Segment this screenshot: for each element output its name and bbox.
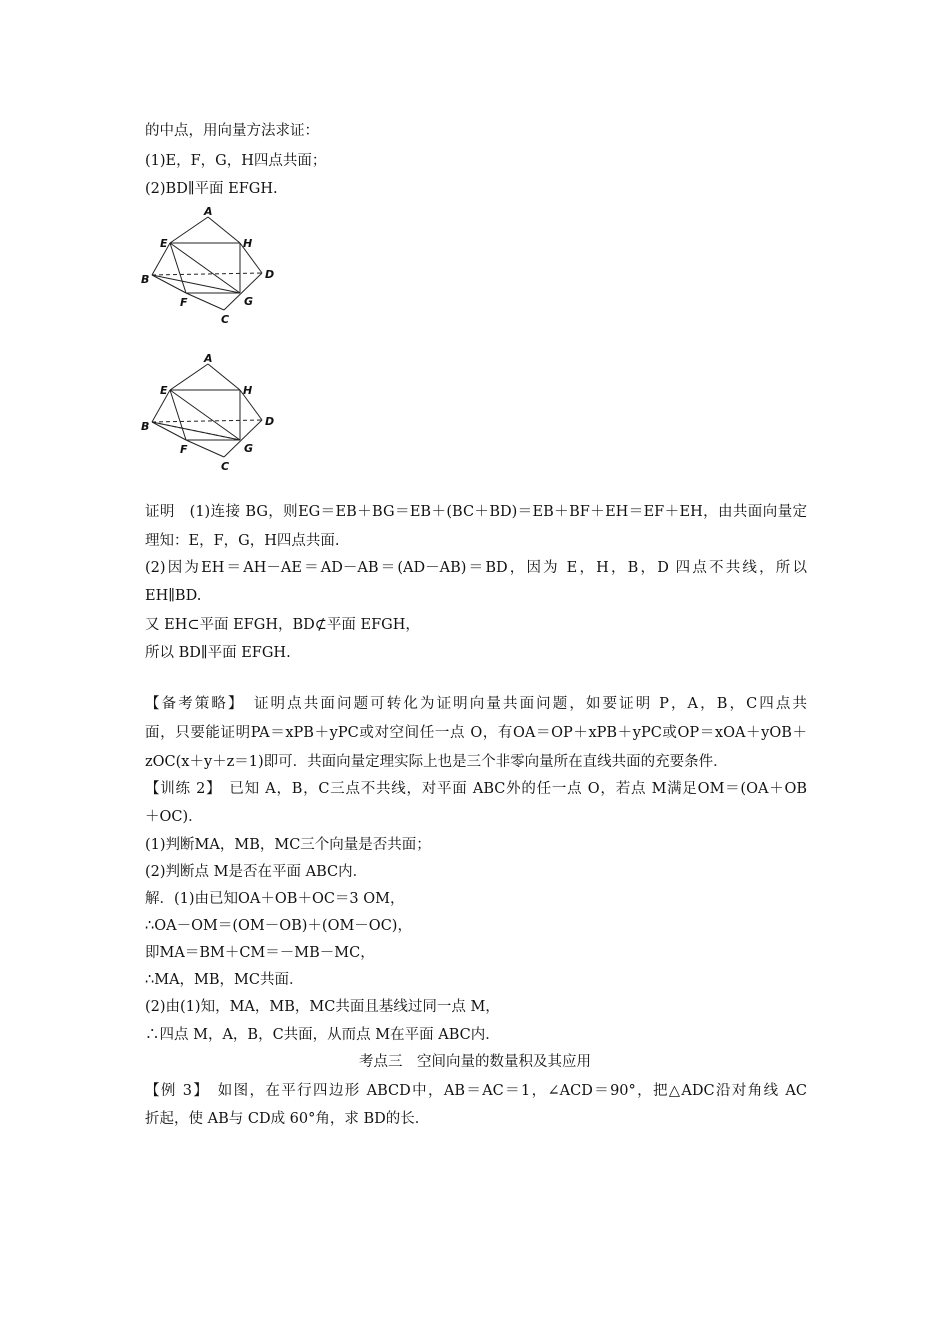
strategy-line: 【备考策略】 证明点共面问题可转化为证明向量共面问题，如要证明 P，A，B，C四点共: [145, 696, 807, 712]
section-heading: 考点三 空间向量的数量积及其应用: [359, 1054, 591, 1070]
proof-line: 证明 (1)连接 BG，则EG＝EB＋BG＝EB＋(BC＋BD)＝EB＋BF＋EH＝EF＋EH，由共面向量定: [145, 504, 807, 520]
point-label: F: [180, 296, 188, 309]
text-line: (1)E，F，G，H四点共面；: [145, 153, 327, 169]
solution-line: 解．(1)由已知OA＋OB＋OC＝3 OM，: [145, 891, 405, 907]
solution-line: (2)由(1)知，MA，MB，MC共面且基线过同一点 M，: [145, 999, 500, 1015]
solution-line: ∴OA－OM＝(OM－OB)＋(OM－OC)，: [145, 918, 412, 934]
point-label: H: [243, 384, 253, 397]
tetrahedron-figure-2: [140, 352, 280, 472]
point-label: F: [180, 443, 188, 456]
point-label: C: [221, 460, 230, 472]
exercise-line: (1)判断MA，MB，MC三个向量是否共面；: [145, 837, 431, 853]
proof-line: 所以 BD∥平面 EFGH.: [145, 645, 291, 661]
proof-line: (2)因为EH＝AH－AE＝AD－AB＝(AD－AB)＝BD，因为 E，H，B，D 四点不共线，所以: [145, 560, 807, 576]
point-label: B: [141, 273, 150, 286]
strategy-line: zOC(x＋y＋z＝1)即可．共面向量定理实际上也是三个非零向量所在直线共面的充要条件．: [145, 754, 728, 770]
point-label: A: [204, 205, 213, 218]
strategy-line: 面，只要能证明PA＝xPB＋yPC或对空间任一点 O，有OA＝OP＋xPB＋yPC或OP＝xOA＋yOB＋: [145, 725, 807, 741]
point-label: H: [243, 237, 253, 250]
point-label: C: [221, 313, 230, 325]
point-label: B: [141, 420, 150, 433]
point-label: E: [160, 237, 168, 250]
text-line: (2)BD∥平面 EFGH.: [145, 181, 278, 197]
point-label: A: [204, 352, 213, 365]
solution-line: ∴四点 M，A，B，C共面，从而点 M在平面 ABC内．: [145, 1027, 500, 1043]
point-label: D: [265, 268, 275, 281]
exercise-line: ＋OC)．: [145, 809, 203, 825]
example-line: 【例 3】 如图，在平行四边形 ABCD中，AB＝AC＝1，∠ACD＝90°，把△ADC沿对角线 AC: [145, 1083, 807, 1099]
proof-line: EH∥BD.: [145, 588, 202, 604]
exercise-line: (2)判断点 M是否在平面 ABC内．: [145, 864, 368, 880]
example-line: 折起，使 AB与 CD成 60°角，求 BD的长．: [145, 1111, 430, 1127]
tetrahedron-figure-1: [140, 205, 280, 325]
exercise-line: 【训练 2】 已知 A，B，C三点不共线，对平面 ABC外的任一点 O，若点 M满足OM＝(OA＋OB: [145, 781, 807, 797]
solution-line: 即MA＝BM＋CM＝－MB－MC，: [145, 945, 375, 961]
proof-line: 又 EH⊂平面 EFGH，BD⊄平面 EFGH，: [145, 617, 420, 633]
point-label: D: [265, 415, 275, 428]
point-label: G: [244, 442, 254, 455]
solution-line: ∴MA，MB，MC共面．: [145, 972, 304, 988]
text-line: 的中点，用向量方法求证：: [145, 123, 319, 139]
point-label: G: [244, 295, 254, 308]
point-label: E: [160, 384, 168, 397]
proof-line: 理知：E，F，G，H四点共面.: [145, 533, 340, 549]
